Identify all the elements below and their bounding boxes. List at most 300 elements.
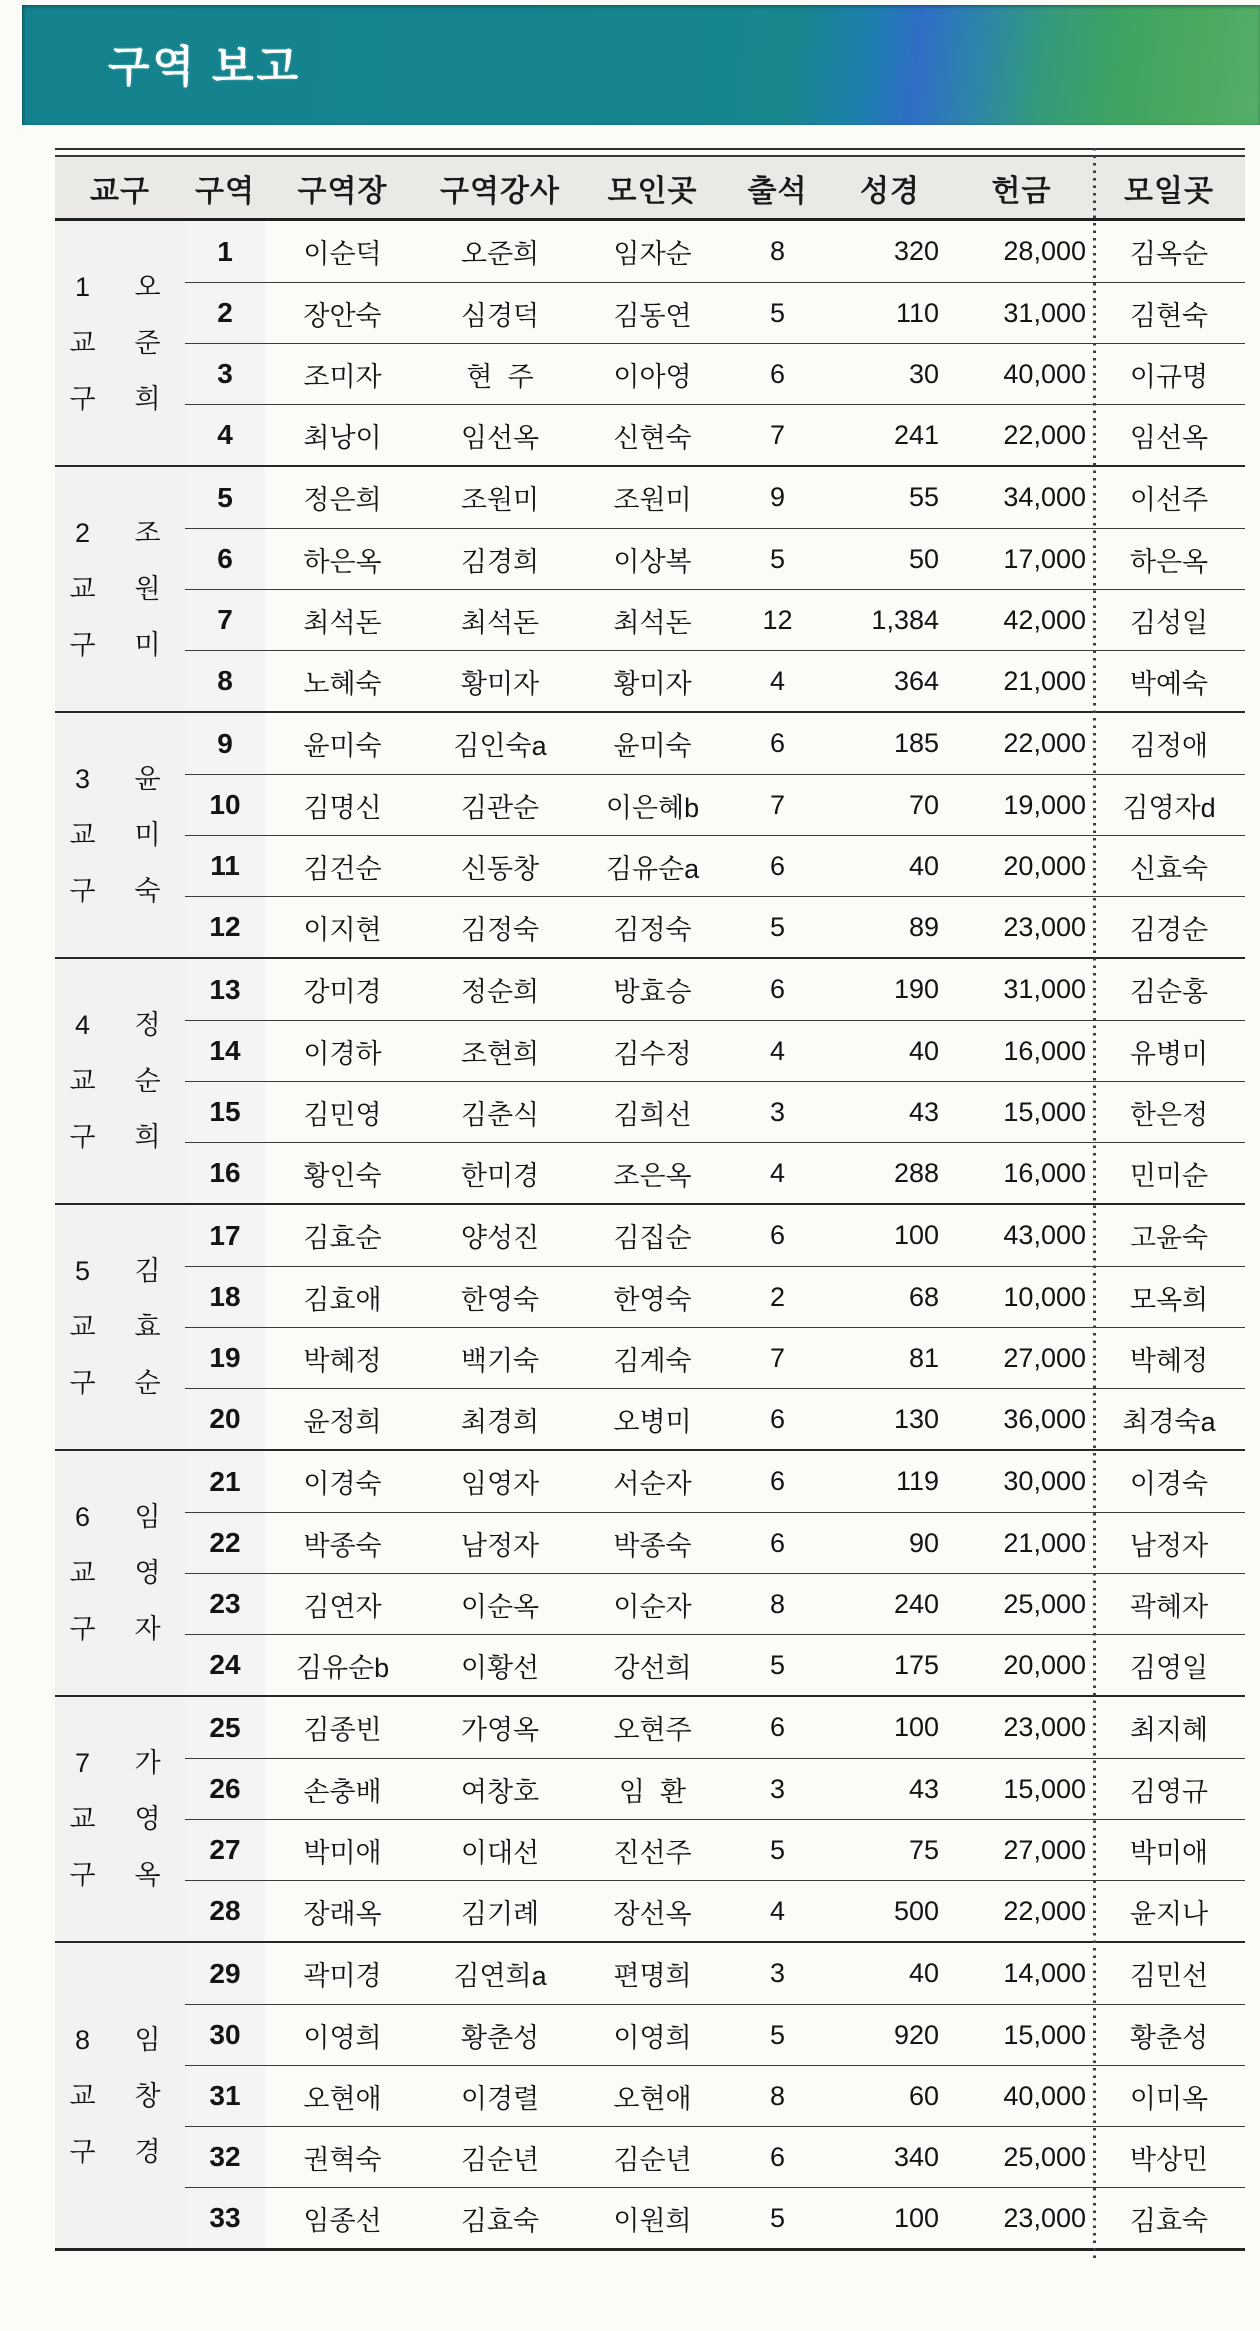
cell-attendance: 6 — [769, 1527, 786, 1558]
cell-attendance: 6 — [769, 1403, 786, 1434]
cell-attendance: 3 — [769, 1773, 786, 1804]
table-row — [185, 2065, 1245, 2126]
report-title-banner — [22, 5, 1260, 125]
cell-meeting-place: 방효승 — [613, 977, 692, 1007]
cell-meeting-place: 김집순 — [613, 1223, 692, 1253]
parish-number-label: 7 교 구 — [69, 1748, 96, 1890]
parish-merged-cell — [55, 1943, 185, 2248]
column-header-1: 교구 — [90, 174, 150, 208]
cell-district-leader: 이경숙 — [303, 1469, 382, 1499]
cell-bible: 40 — [908, 850, 939, 881]
cell-next-place: 윤지나 — [1129, 1898, 1209, 1929]
cell-district-leader: 박종숙 — [303, 1530, 382, 1561]
parish-group-8 — [55, 1943, 1245, 2251]
cell-next-place: 김민선 — [1129, 1961, 1209, 1991]
cell-meeting-place: 장선옥 — [613, 1898, 692, 1929]
table-row — [185, 1758, 1245, 1819]
cell-district-teacher: 조원미 — [460, 485, 540, 515]
cell-offering: 14,000 — [1003, 1958, 1086, 1988]
cell-district-leader: 김유순b — [295, 1652, 390, 1683]
cell-next-place: 이규명 — [1129, 361, 1209, 392]
cell-offering: 23,000 — [1003, 1712, 1086, 1742]
table-row — [185, 896, 1245, 957]
table-row — [185, 1573, 1245, 1634]
cell-district-no: 6 — [185, 529, 265, 589]
dotted-column-divider — [1093, 148, 1096, 2258]
parish-number-label: 2 교 구 — [69, 518, 96, 660]
cell-bible: 241 — [893, 419, 939, 450]
parish-number-label: 5 교 구 — [69, 1256, 96, 1398]
table-row — [185, 1819, 1245, 1880]
table-row — [185, 282, 1245, 343]
parish-number-label: 6 교 구 — [69, 1502, 96, 1644]
cell-district-no: 26 — [185, 1759, 265, 1819]
column-header-4: 구역강사 — [440, 174, 560, 208]
cell-offering: 34,000 — [1003, 482, 1086, 512]
cell-attendance: 6 — [769, 1466, 786, 1496]
cell-attendance: 3 — [769, 1096, 786, 1127]
cell-meeting-place: 신현숙 — [613, 422, 692, 453]
cell-next-place: 모옥희 — [1129, 1284, 1209, 1315]
table-body — [55, 221, 1245, 2251]
cell-attendance: 6 — [769, 2141, 786, 2172]
cell-attendance: 8 — [769, 1588, 786, 1619]
cell-district-leader: 이지현 — [303, 914, 382, 945]
cell-attendance: 5 — [769, 2202, 786, 2233]
cell-meeting-place: 편명희 — [613, 1961, 692, 1991]
parish-number-label: 3 교 구 — [69, 764, 96, 906]
cell-next-place: 최경숙a — [1122, 1406, 1216, 1437]
cell-district-leader: 곽미경 — [303, 1961, 382, 1991]
cell-district-leader: 김종빈 — [303, 1715, 382, 1745]
cell-next-place: 김영규 — [1129, 1776, 1209, 1807]
district-report-table — [55, 148, 1245, 2251]
cell-next-place: 김영일 — [1129, 1652, 1209, 1683]
cell-offering: 16,000 — [1003, 1157, 1086, 1188]
cell-district-no: 32 — [185, 2127, 265, 2187]
cell-district-teacher: 최경희 — [460, 1406, 540, 1437]
table-header-row — [55, 157, 1245, 221]
cell-district-leader: 하은옥 — [303, 546, 382, 577]
cell-bible: 288 — [893, 1157, 939, 1188]
cell-next-place: 임선옥 — [1129, 422, 1209, 453]
cell-meeting-place: 이순자 — [613, 1591, 692, 1622]
parish-leader-label: 오 준 희 — [134, 272, 161, 414]
cell-attendance: 6 — [769, 728, 786, 758]
cell-attendance: 4 — [769, 1895, 786, 1926]
cell-offering: 20,000 — [1003, 850, 1086, 881]
cell-district-leader: 오현애 — [303, 2083, 382, 2114]
cell-attendance: 4 — [769, 665, 786, 696]
cell-meeting-place: 이원희 — [613, 2205, 692, 2236]
cell-meeting-place: 오병미 — [613, 1406, 692, 1437]
cell-district-leader: 최낭이 — [303, 422, 382, 453]
cell-attendance: 3 — [769, 1958, 786, 1988]
cell-bible: 190 — [893, 974, 939, 1004]
cell-district-leader: 김민영 — [303, 1099, 382, 1130]
cell-attendance: 7 — [769, 1342, 786, 1373]
cell-attendance: 6 — [769, 974, 786, 1004]
cell-district-teacher: 이대선 — [460, 1837, 540, 1868]
cell-district-teacher: 신동창 — [460, 853, 540, 884]
cell-bible: 55 — [908, 482, 939, 512]
cell-district-leader: 정은희 — [303, 485, 382, 515]
cell-district-no: 9 — [185, 713, 265, 774]
cell-district-no: 11 — [185, 836, 265, 896]
cell-district-no: 29 — [185, 1943, 265, 2004]
cell-attendance: 6 — [769, 850, 786, 881]
column-header-6: 출석 — [747, 174, 808, 208]
cell-next-place: 김성일 — [1129, 607, 1209, 638]
cell-offering: 36,000 — [1003, 1403, 1086, 1434]
table-row — [185, 835, 1245, 896]
cell-offering: 15,000 — [1003, 1773, 1086, 1804]
cell-district-teacher: 김춘식 — [460, 1099, 540, 1130]
parish-group-7 — [55, 1697, 1245, 1943]
cell-district-no: 18 — [185, 1267, 265, 1327]
cell-next-place: 곽혜자 — [1129, 1591, 1209, 1622]
cell-next-place: 민미순 — [1129, 1160, 1209, 1191]
cell-meeting-place: 김유순a — [605, 853, 700, 884]
cell-district-leader: 장안숙 — [303, 300, 382, 331]
cell-meeting-place: 조원미 — [613, 485, 692, 515]
cell-meeting-place: 이아영 — [613, 361, 692, 392]
table-row — [185, 1697, 1245, 1758]
cell-meeting-place: 황미자 — [613, 668, 692, 699]
cell-district-leader: 손충배 — [303, 1776, 382, 1807]
cell-bible: 340 — [893, 2141, 939, 2172]
cell-district-leader: 박미애 — [303, 1837, 382, 1868]
cell-meeting-place: 김동연 — [613, 300, 692, 331]
cell-district-teacher: 김순년 — [460, 2144, 540, 2175]
cell-district-no: 16 — [185, 1143, 265, 1203]
cell-district-teacher: 백기숙 — [460, 1345, 540, 1376]
cell-offering: 23,000 — [1003, 911, 1086, 942]
cell-district-teacher: 이순옥 — [460, 1591, 540, 1622]
table-row — [185, 1943, 1245, 2004]
cell-offering: 16,000 — [1003, 1035, 1086, 1066]
cell-offering: 40,000 — [1003, 358, 1086, 389]
cell-bible: 920 — [893, 2019, 939, 2050]
cell-next-place: 박혜정 — [1129, 1345, 1209, 1376]
cell-attendance: 5 — [769, 2019, 786, 2050]
table-row — [185, 2004, 1245, 2065]
cell-district-leader: 장래옥 — [303, 1898, 382, 1929]
cell-district-leader: 권혁숙 — [303, 2144, 382, 2175]
cell-meeting-place: 오현주 — [613, 1715, 692, 1745]
cell-district-teacher: 김효숙 — [460, 2205, 540, 2236]
cell-bible: 50 — [908, 543, 939, 574]
cell-attendance: 5 — [769, 1834, 786, 1865]
cell-meeting-place: 강선희 — [613, 1652, 692, 1683]
cell-district-teacher: 김정숙 — [460, 914, 540, 945]
cell-meeting-place: 진선주 — [613, 1837, 692, 1868]
parish-leader-label: 정 순 희 — [134, 1010, 161, 1152]
cell-next-place: 황춘성 — [1129, 2022, 1209, 2053]
cell-district-no: 3 — [185, 344, 265, 404]
table-row — [185, 2126, 1245, 2187]
cell-meeting-place: 이상복 — [613, 546, 692, 577]
cell-meeting-place: 윤미숙 — [613, 731, 692, 761]
cell-bible: 130 — [893, 1403, 939, 1434]
cell-attendance: 5 — [769, 543, 786, 574]
cell-district-teacher: 가영옥 — [460, 1715, 540, 1745]
cell-district-no: 2 — [185, 283, 265, 343]
cell-district-no: 15 — [185, 1082, 265, 1142]
cell-district-no: 28 — [185, 1881, 265, 1941]
cell-district-no: 1 — [185, 221, 265, 282]
cell-next-place: 김순홍 — [1129, 977, 1209, 1007]
table-row — [185, 467, 1245, 528]
cell-district-no: 27 — [185, 1820, 265, 1880]
cell-district-no: 31 — [185, 2066, 265, 2126]
cell-district-teacher: 남정자 — [460, 1530, 540, 1561]
cell-next-place: 이경숙 — [1129, 1469, 1209, 1499]
cell-offering: 22,000 — [1003, 419, 1086, 450]
cell-meeting-place: 김정숙 — [613, 914, 692, 945]
cell-district-teacher: 심경덕 — [460, 300, 540, 331]
table-row — [185, 1880, 1245, 1941]
cell-attendance: 4 — [769, 1157, 786, 1188]
cell-attendance: 8 — [769, 236, 786, 266]
table-row — [185, 1451, 1245, 1512]
table-row — [185, 650, 1245, 711]
cell-attendance: 2 — [769, 1281, 786, 1312]
parish-number-label: 4 교 구 — [69, 1010, 96, 1152]
cell-meeting-place: 임자순 — [613, 239, 692, 269]
cell-bible: 240 — [893, 1588, 939, 1619]
cell-attendance: 5 — [769, 297, 786, 328]
cell-meeting-place: 이영희 — [613, 2022, 692, 2053]
cell-meeting-place: 한영숙 — [613, 1284, 692, 1315]
cell-next-place: 이선주 — [1129, 485, 1209, 515]
cell-offering: 42,000 — [1003, 604, 1086, 635]
cell-attendance: 5 — [769, 911, 786, 942]
cell-district-no: 14 — [185, 1021, 265, 1081]
table-row — [185, 1081, 1245, 1142]
cell-bible: 100 — [893, 1712, 939, 1742]
cell-district-no: 12 — [185, 897, 265, 957]
cell-district-leader: 최석돈 — [303, 607, 382, 638]
cell-district-no: 33 — [185, 2188, 265, 2248]
cell-bible: 320 — [893, 236, 939, 266]
cell-district-leader: 박혜정 — [303, 1345, 382, 1376]
cell-offering: 22,000 — [1003, 1895, 1086, 1926]
cell-next-place: 신효숙 — [1129, 853, 1209, 884]
cell-offering: 21,000 — [1003, 1527, 1086, 1558]
cell-district-teacher: 현 주 — [466, 361, 534, 392]
parish-leader-label: 임 영 자 — [134, 1502, 161, 1644]
table-row — [185, 1142, 1245, 1203]
cell-meeting-place: 김순년 — [613, 2144, 692, 2175]
table-row — [185, 221, 1245, 282]
table-row — [185, 528, 1245, 589]
cell-offering: 22,000 — [1003, 728, 1086, 758]
cell-next-place: 김경순 — [1129, 914, 1209, 945]
table-row — [185, 343, 1245, 404]
cell-bible: 75 — [908, 1834, 939, 1865]
cell-offering: 31,000 — [1003, 297, 1086, 328]
table-row — [185, 589, 1245, 650]
table-row — [185, 1266, 1245, 1327]
cell-district-teacher: 김기례 — [460, 1898, 540, 1929]
cell-meeting-place: 조은옥 — [613, 1160, 692, 1191]
cell-district-teacher: 정순희 — [460, 977, 540, 1007]
cell-offering: 17,000 — [1003, 543, 1086, 574]
cell-district-teacher: 한미경 — [460, 1160, 540, 1191]
parish-group-3 — [55, 713, 1245, 959]
cell-offering: 25,000 — [1003, 2141, 1086, 2172]
cell-bible: 68 — [908, 1281, 939, 1312]
cell-offering: 28,000 — [1003, 236, 1086, 266]
cell-district-teacher: 김경희 — [460, 546, 540, 577]
cell-district-leader: 이경하 — [303, 1038, 382, 1069]
cell-offering: 19,000 — [1003, 789, 1086, 820]
table-row — [185, 404, 1245, 465]
cell-bible: 30 — [908, 358, 939, 389]
cell-bible: 1,384 — [871, 604, 939, 635]
column-header-2: 구역 — [195, 174, 255, 208]
parish-leader-label: 윤 미 숙 — [134, 764, 161, 906]
cell-next-place: 최지혜 — [1129, 1715, 1209, 1745]
cell-meeting-place: 임 환 — [618, 1776, 687, 1807]
cell-bible: 43 — [908, 1773, 939, 1804]
cell-next-place: 김영자d — [1122, 792, 1216, 823]
parish-number-label: 8 교 구 — [69, 2024, 96, 2167]
cell-offering: 15,000 — [1003, 2019, 1086, 2050]
parish-merged-cell — [55, 1205, 185, 1449]
parish-leader-label: 가 영 옥 — [134, 1748, 161, 1890]
table-row — [185, 1388, 1245, 1449]
cell-bible: 81 — [908, 1342, 939, 1373]
cell-next-place: 한은정 — [1129, 1099, 1209, 1130]
cell-district-leader: 윤정희 — [303, 1406, 382, 1437]
cell-district-leader: 강미경 — [303, 977, 382, 1007]
cell-bible: 175 — [893, 1649, 939, 1680]
cell-next-place: 하은옥 — [1129, 546, 1209, 577]
cell-bible: 100 — [893, 2202, 939, 2233]
parish-group-2 — [55, 467, 1245, 713]
parish-merged-cell — [55, 221, 185, 465]
cell-attendance: 12 — [762, 604, 793, 635]
parish-merged-cell — [55, 1451, 185, 1695]
cell-district-leader: 윤미숙 — [303, 731, 382, 761]
table-row — [185, 1634, 1245, 1695]
cell-meeting-place: 서순자 — [613, 1469, 692, 1499]
cell-offering: 25,000 — [1003, 1588, 1086, 1619]
cell-offering: 10,000 — [1003, 1281, 1086, 1312]
cell-next-place: 박미애 — [1129, 1837, 1209, 1868]
cell-district-no: 22 — [185, 1513, 265, 1573]
cell-district-teacher: 양성진 — [460, 1223, 540, 1253]
cell-offering: 27,000 — [1003, 1342, 1086, 1373]
cell-district-teacher: 임선옥 — [460, 422, 540, 453]
parish-leader-label: 임 창 경 — [134, 2024, 161, 2167]
cell-offering: 15,000 — [1003, 1096, 1086, 1127]
cell-bible: 119 — [895, 1466, 939, 1496]
cell-meeting-place: 최석돈 — [613, 607, 692, 638]
cell-district-teacher: 김인숙a — [453, 731, 547, 761]
cell-district-teacher: 오준희 — [460, 239, 540, 269]
cell-next-place: 김효숙 — [1129, 2205, 1209, 2236]
table-row — [185, 1205, 1245, 1266]
table-row — [185, 2187, 1245, 2248]
table-row — [185, 774, 1245, 835]
column-header-5: 모인곳 — [607, 174, 698, 208]
page-title: 구역 보고 — [108, 43, 302, 92]
cell-district-leader: 김건순 — [303, 853, 382, 884]
cell-bible: 364 — [893, 665, 939, 696]
cell-attendance: 9 — [769, 482, 786, 512]
cell-attendance: 7 — [769, 789, 786, 820]
cell-district-no: 17 — [185, 1205, 265, 1266]
cell-district-no: 30 — [185, 2005, 265, 2065]
cell-meeting-place: 오현애 — [613, 2083, 692, 2114]
cell-attendance: 6 — [769, 1712, 786, 1742]
cell-district-teacher: 여창호 — [460, 1776, 540, 1807]
cell-offering: 30,000 — [1003, 1466, 1086, 1496]
cell-district-leader: 김효순 — [303, 1223, 382, 1253]
cell-bible: 185 — [893, 728, 939, 758]
cell-district-teacher: 조현희 — [460, 1038, 540, 1069]
cell-district-no: 21 — [185, 1451, 265, 1512]
cell-meeting-place: 김희선 — [613, 1099, 692, 1130]
cell-attendance: 6 — [769, 1220, 786, 1250]
cell-district-leader: 임종선 — [303, 2205, 382, 2236]
parish-merged-cell — [55, 713, 185, 957]
cell-district-teacher: 이황선 — [460, 1652, 540, 1683]
cell-next-place: 박상민 — [1129, 2144, 1209, 2175]
cell-district-leader: 김명신 — [303, 792, 382, 823]
cell-next-place: 김현숙 — [1129, 300, 1209, 331]
cell-district-teacher: 황춘성 — [460, 2022, 540, 2053]
column-header-9: 모일곳 — [1124, 174, 1214, 208]
parish-merged-cell — [55, 1697, 185, 1941]
cell-district-teacher: 김관순 — [460, 792, 540, 823]
cell-district-no: 24 — [185, 1635, 265, 1695]
cell-attendance: 4 — [769, 1035, 786, 1066]
cell-attendance: 8 — [769, 2080, 786, 2111]
table-row — [185, 1327, 1245, 1388]
cell-district-leader: 김효애 — [303, 1284, 382, 1315]
cell-offering: 23,000 — [1003, 2202, 1086, 2233]
cell-district-no: 10 — [185, 775, 265, 835]
parish-leader-label: 조 원 미 — [134, 518, 161, 660]
cell-attendance: 6 — [769, 358, 786, 389]
cell-bible: 60 — [908, 2080, 939, 2111]
cell-next-place: 고윤숙 — [1129, 1223, 1209, 1253]
table-row — [185, 1020, 1245, 1081]
cell-district-teacher: 김연희a — [453, 1961, 547, 1991]
cell-bible: 500 — [893, 1895, 939, 1926]
parish-number-label: 1 교 구 — [69, 272, 96, 414]
cell-next-place: 남정자 — [1129, 1530, 1209, 1561]
cell-next-place: 박예숙 — [1129, 668, 1209, 699]
cell-offering: 31,000 — [1003, 974, 1086, 1004]
cell-offering: 27,000 — [1003, 1834, 1086, 1865]
cell-next-place: 김옥순 — [1129, 239, 1209, 269]
cell-district-leader: 이순덕 — [303, 239, 382, 269]
parish-group-4 — [55, 959, 1245, 1205]
cell-district-leader: 조미자 — [303, 361, 382, 392]
cell-bible: 90 — [908, 1527, 939, 1558]
cell-attendance: 7 — [769, 419, 786, 450]
cell-district-teacher: 최석돈 — [460, 607, 540, 638]
cell-district-leader: 이영희 — [303, 2022, 382, 2053]
cell-district-no: 7 — [185, 590, 265, 650]
cell-district-no: 5 — [185, 467, 265, 528]
cell-attendance: 5 — [769, 1649, 786, 1680]
